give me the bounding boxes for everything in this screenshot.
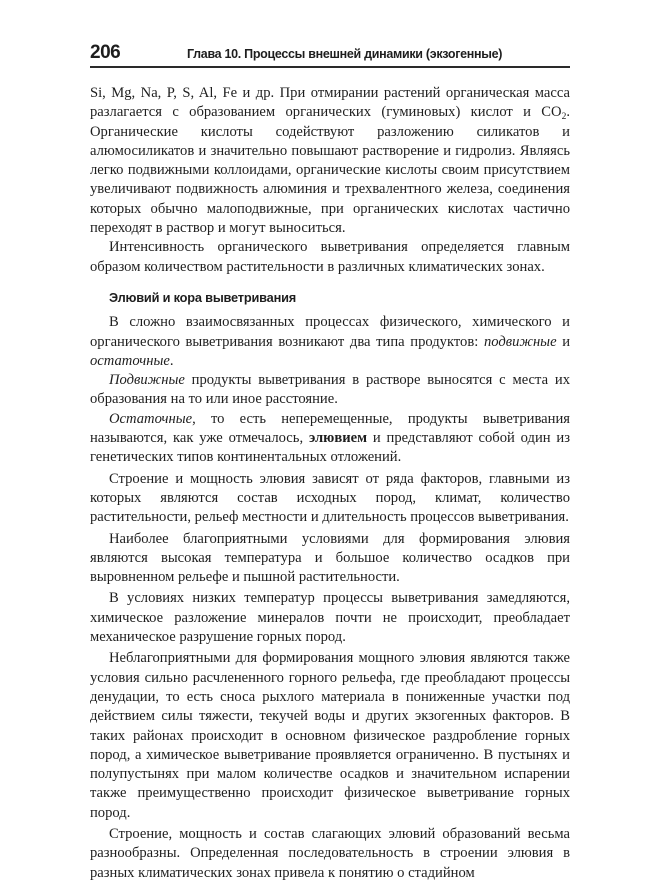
italic-term: остаточные bbox=[90, 352, 170, 369]
paragraph bbox=[90, 313, 570, 371]
paragraph-text: . Органические кислоты содействуют разложению силикатов и алюмосиликатов и значительно повышают растворение и гидролиз. Являясь легко подвижными коллоидами, органические кислоты своим присутствием увеличивают подвижность алюминия и трехвалентного железа, соединения которых обычно малоподвижные, при органических кислотах частично переходят в раствор и могут выноситься. bbox=[90, 104, 570, 237]
paragraph: Строение и мощность элювия зависят от ряда факторов, главными из которых являются состав исходных пород, климат, количество растительности, рельеф местности и длительность процессов выветривания. bbox=[90, 470, 570, 526]
italic-term: Остаточные bbox=[109, 410, 193, 427]
paragraph-text: и представляют собой один из генетических типов континентальных отложений. bbox=[90, 430, 570, 466]
italic-term: Подвижные bbox=[109, 372, 185, 389]
paragraph-text: и bbox=[556, 333, 571, 350]
chapter-title: Глава 10. Процессы внешней динамики (экзогенные) bbox=[187, 47, 503, 61]
running-header bbox=[90, 40, 570, 68]
paragraph bbox=[90, 410, 570, 468]
paragraph-text: Si, Mg, Na, P, S, Al, Fe и др. При отмирании растений органическая масса разлагается с образованием органических (гуминовых) кислот и CO bbox=[90, 85, 570, 121]
paragraph: Наиболее благоприятными условиями для формирования элювия являются высокая температура и большое количество осадков при выровненном рельефе и пышной растительности. bbox=[90, 530, 570, 586]
book-page bbox=[90, 40, 570, 883]
paragraph-text: продукты выветривания в растворе выносятся с места их образования на то или иное расстояние. bbox=[90, 372, 570, 408]
paragraph: Интенсивность органического выветривания определяется главным образом количеством растительности в различных климатических зонах. bbox=[90, 239, 570, 275]
page-number: 206 bbox=[90, 42, 121, 63]
paragraph-text: , то есть неперемещенные, продукты выветривания называются, как уже отмечалось, bbox=[90, 410, 570, 447]
paragraph bbox=[90, 371, 570, 410]
italic-term: подвижные bbox=[483, 333, 557, 350]
subscript: 2 bbox=[561, 112, 567, 123]
section-heading: Элювий и кора выветривания bbox=[109, 289, 297, 305]
paragraph-text: . bbox=[169, 352, 174, 369]
bold-term: элювием bbox=[308, 430, 368, 447]
paragraph: В условиях низких температур процессы выветривания замедляются, химическое разложение минералов почти не происходит, преобладает механическое разрушение горных пород. bbox=[90, 590, 570, 646]
paragraph: Строение, мощность и состав слагающих элювий образований весьма разнообразны. Определенная последовательность в строении элювия в разных климатических зонах привела к понятию о стадийном bbox=[90, 825, 570, 881]
paragraph-text: В сложно взаимосвязанных процессах физического, химического и органического выветривания возникают два типа продуктов: bbox=[90, 314, 570, 350]
body-text bbox=[90, 84, 570, 883]
paragraph bbox=[90, 84, 570, 238]
paragraph: Неблагоприятными для формирования мощного элювия являются также условия сильно расчлененного горного рельефа, где преобладают процессы денудации, то есть сноса рыхлого материала в пониженные участки под действием силы тяжести, текучей воды и других экзогенных факторов. В таких районах происходит в основном физическое раздробление горных пород, а химическое выветривание проявляется ограниченно. В пустынях и полупустынях при малом количестве осадков и значительном испарении также преимущественно происходит физическое выветривание горных пород. bbox=[90, 650, 570, 821]
